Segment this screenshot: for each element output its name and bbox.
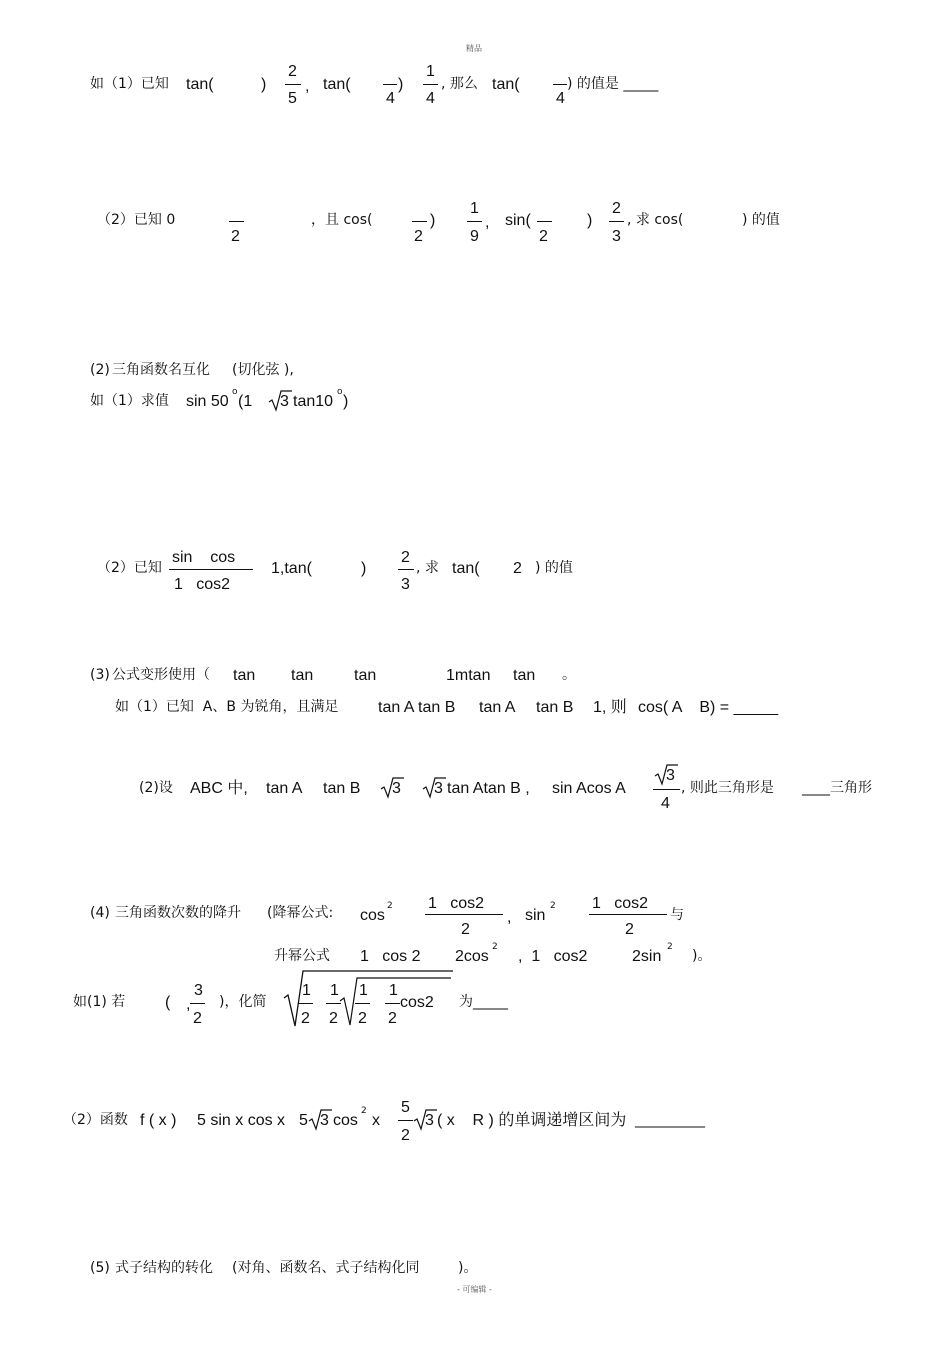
s2-number: (2) bbox=[90, 362, 110, 378]
p2-frac3-bar bbox=[467, 221, 482, 222]
p4-sinAcosA: sin Acos A bbox=[552, 780, 626, 797]
p2-cos-text: ，且 cos( bbox=[311, 212, 373, 228]
p4-then: , 则此三角形是 bbox=[681, 780, 774, 796]
p6-cos: cos bbox=[333, 1112, 358, 1129]
s2-sin50: sin 50 bbox=[186, 393, 229, 410]
p3-tail: ) 的值 bbox=[535, 560, 573, 576]
s4-raise-1: 1 cos 2 bbox=[360, 948, 421, 965]
p2-frac5-num: 2 bbox=[612, 200, 621, 217]
p6-lead: （2）函数 bbox=[63, 1112, 128, 1128]
s5-title: 式子结构的转化 bbox=[115, 1260, 213, 1276]
s3-tanAtanB: tan A tan B bbox=[378, 699, 456, 716]
p2-paren1: ) bbox=[430, 212, 436, 229]
p1-frac3-den: 4 bbox=[426, 90, 435, 107]
p6-frac-num: 5 bbox=[401, 1099, 410, 1116]
p1-frac3-num: 1 bbox=[426, 63, 435, 80]
s3-f1: tan bbox=[233, 667, 256, 684]
p1-lead: 如（1）已知 bbox=[90, 76, 169, 92]
p2-paren2: ) bbox=[587, 212, 593, 229]
p2-sin: sin( bbox=[505, 212, 531, 229]
p1-tail: ) 的值是 _____ bbox=[567, 76, 659, 92]
p6-five: 5 bbox=[299, 1112, 308, 1129]
p5-lead: 如(1) 若 bbox=[73, 994, 126, 1010]
s4-frac1-num: 1 cos2 bbox=[428, 895, 485, 912]
p3-tan: 1,tan( bbox=[271, 560, 312, 577]
p2-frac5-bar bbox=[609, 221, 624, 222]
p4-frac-num: 3 bbox=[666, 767, 675, 784]
s3-f3: tan bbox=[354, 667, 377, 684]
s2-degree2: o bbox=[337, 387, 343, 397]
p2-frac2-den: 2 bbox=[414, 228, 423, 245]
p3-frac-num: sin cos bbox=[172, 549, 236, 566]
p4-tanA: tan A bbox=[266, 780, 303, 797]
s4-frac2-bar bbox=[589, 914, 667, 915]
p2-frac2-bar bbox=[412, 221, 427, 222]
p4-frac-bar bbox=[653, 789, 680, 790]
p2-lead: （2）已知 0 bbox=[97, 212, 176, 228]
p5-h2-bar bbox=[326, 1003, 341, 1004]
s4-comma: , bbox=[507, 909, 512, 926]
p5-h4-num: 1 bbox=[389, 982, 398, 999]
p6-sq: 2 bbox=[361, 1106, 367, 1116]
p6-frac-bar bbox=[398, 1120, 413, 1121]
p6-blank: __________ bbox=[635, 1112, 705, 1128]
p5-tail: 为_____ bbox=[459, 994, 508, 1010]
p4-lead: (2)设 bbox=[139, 780, 173, 796]
p3-frac-den: 1 cos2 bbox=[174, 576, 231, 593]
p3-frac-bar bbox=[169, 569, 253, 570]
p3-two: 2 bbox=[513, 560, 522, 577]
s4-cos: cos bbox=[360, 907, 385, 924]
s4-sin: sin bbox=[525, 907, 546, 924]
p4-tanAtanB: tan Atan B , bbox=[447, 780, 530, 797]
s2-close: ) bbox=[343, 393, 349, 410]
s4-frac2-den: 2 bbox=[625, 921, 634, 938]
s3-example-lead: 如（1）已知 A、B 为锐角，且满足 bbox=[115, 699, 339, 715]
s4-title: 三角函数次数的降升 bbox=[115, 905, 241, 921]
p1-tan1: tan( bbox=[186, 76, 214, 93]
s4-raise-2sin: 2sin bbox=[632, 948, 662, 965]
s4-raise-label: 升幂公式 bbox=[274, 948, 330, 964]
s4-sq2: 2 bbox=[550, 901, 556, 911]
p1-paren1: ) bbox=[261, 76, 267, 93]
s2-note: (切化弦 ), bbox=[232, 362, 294, 378]
p3-frac2-num: 2 bbox=[401, 549, 410, 566]
p5-h1-num: 1 bbox=[302, 982, 311, 999]
s4-frac1-den: 2 bbox=[461, 921, 470, 938]
p5-simplify: )，化简 bbox=[219, 994, 267, 1010]
footer-mark: - 可编辑 - bbox=[457, 1285, 492, 1294]
p1-frac2-bar bbox=[383, 84, 397, 85]
s3-one: 1, 则 bbox=[593, 699, 627, 716]
s4-frac1-bar bbox=[425, 914, 503, 915]
s5-end: )。 bbox=[458, 1260, 478, 1276]
p2-find-cos: , 求 cos( bbox=[627, 212, 684, 228]
s4-sq3: 2 bbox=[492, 942, 498, 952]
p5-frac-bar bbox=[190, 1003, 205, 1004]
p5-h2-den: 2 bbox=[329, 1010, 338, 1027]
p1-frac2-den: 4 bbox=[386, 90, 395, 107]
p1-frac3-bar bbox=[423, 84, 438, 85]
p6-term1: 5 sin x cos x bbox=[197, 1112, 286, 1129]
p5-h1-den: 2 bbox=[301, 1010, 310, 1027]
p6-frac-den: 2 bbox=[401, 1127, 410, 1144]
s3-tanA: tan A bbox=[479, 699, 516, 716]
p3-paren1: ) bbox=[361, 560, 367, 577]
p1-then: , 那么 bbox=[441, 76, 478, 92]
p5-h4-den: 2 bbox=[388, 1010, 397, 1027]
s2-sqrt-arg: 3 bbox=[280, 393, 289, 410]
p3-tan2: tan( bbox=[452, 560, 480, 577]
p2-tail: ) 的值 bbox=[742, 212, 780, 228]
p1-frac1-num: 2 bbox=[288, 63, 297, 80]
s5-number: (5) bbox=[90, 1260, 110, 1276]
s3-f5: tan bbox=[513, 667, 536, 684]
s4-raise-end: )。 bbox=[692, 948, 712, 964]
p1-tan3: tan( bbox=[492, 76, 520, 93]
p2-comma: , bbox=[485, 214, 490, 231]
p6-x: x bbox=[372, 1112, 380, 1129]
s4-raise-2cos: 2cos bbox=[455, 948, 489, 965]
p2-frac4-den: 2 bbox=[539, 228, 548, 245]
s3-cos-answer: cos( A B) = _____ bbox=[638, 699, 779, 716]
s4-number: (4) bbox=[90, 905, 110, 921]
s4-frac2-num: 1 cos2 bbox=[592, 895, 649, 912]
p3-frac2-den: 3 bbox=[401, 576, 410, 593]
s3-f4: 1mtan bbox=[446, 667, 491, 684]
s3-f2: tan bbox=[291, 667, 314, 684]
p2-frac5-den: 3 bbox=[612, 228, 621, 245]
s2-degree1: o bbox=[232, 387, 238, 397]
p2-frac1-den: 2 bbox=[231, 228, 240, 245]
s2-title: 三角函数名互化 bbox=[112, 362, 210, 378]
p5-frac-num: 3 bbox=[194, 982, 203, 999]
p4-tail: ____三角形 bbox=[802, 780, 872, 796]
p2-frac3-den: 9 bbox=[470, 228, 479, 245]
p5-h2-num: 1 bbox=[330, 982, 339, 999]
p2-frac1-bar bbox=[229, 221, 244, 222]
p1-frac4-den: 4 bbox=[556, 90, 565, 107]
s2-example-lead: 如（1）求值 bbox=[90, 393, 169, 409]
s2-open: (1 bbox=[238, 393, 253, 410]
p5-h3-num: 1 bbox=[359, 982, 368, 999]
p5-h4-bar bbox=[385, 1003, 400, 1004]
s4-sq4: 2 bbox=[667, 942, 673, 952]
p1-paren2: ) bbox=[398, 76, 404, 93]
s4-and: 与 bbox=[670, 907, 684, 923]
p4-abc: ABC 中, bbox=[190, 780, 248, 797]
p1-comma1: , bbox=[305, 78, 310, 95]
p5-h3-bar bbox=[355, 1003, 370, 1004]
s4-sq1: 2 bbox=[387, 901, 393, 911]
p6-domain: ( x R ) 的单调递增区间为 bbox=[437, 1112, 627, 1129]
p1-frac1-den: 5 bbox=[288, 90, 297, 107]
s4-raise-3: , 1 cos2 bbox=[518, 948, 588, 965]
p5-open: ( bbox=[165, 994, 171, 1011]
p2-frac3-num: 1 bbox=[470, 200, 479, 217]
p2-frac4-bar bbox=[537, 221, 552, 222]
p1-tan2: tan( bbox=[323, 76, 351, 93]
p3-lead: （2）已知 bbox=[97, 560, 162, 576]
p5-comma: , bbox=[186, 996, 191, 1013]
p5-h3-den: 2 bbox=[358, 1010, 367, 1027]
s2-tan10: tan10 bbox=[293, 393, 334, 410]
p4-tanB: tan B bbox=[323, 780, 361, 797]
s3-tanB: tan B bbox=[536, 699, 574, 716]
p3-find: , 求 bbox=[416, 560, 439, 576]
p3-frac2-bar bbox=[398, 569, 414, 570]
p6-fx: f ( x ) bbox=[140, 1112, 177, 1129]
p5-h1-bar bbox=[298, 1003, 313, 1004]
s3-title: 公式变形使用（ bbox=[112, 667, 210, 683]
s5-note: (对角、函数名、式子结构化同 bbox=[232, 1260, 420, 1276]
p5-cos2: cos2 bbox=[400, 994, 434, 1011]
p5-frac-den: 2 bbox=[193, 1010, 202, 1027]
p1-frac4-bar bbox=[553, 84, 567, 85]
s3-f6: 。 bbox=[562, 667, 576, 683]
p4-sqrt2-arg: 3 bbox=[434, 780, 443, 797]
s4-reduce-label: (降幂公式: bbox=[267, 905, 334, 921]
p6-sqrt1-arg: 3 bbox=[320, 1112, 329, 1129]
p4-sqrt1-arg: 3 bbox=[392, 780, 401, 797]
p4-frac-den: 4 bbox=[661, 795, 670, 812]
p6-sqrt2-arg: 3 bbox=[425, 1112, 434, 1129]
header-mark: 精品 bbox=[466, 44, 482, 53]
p1-frac1-bar bbox=[285, 84, 301, 85]
s3-number: (3) bbox=[90, 667, 110, 683]
